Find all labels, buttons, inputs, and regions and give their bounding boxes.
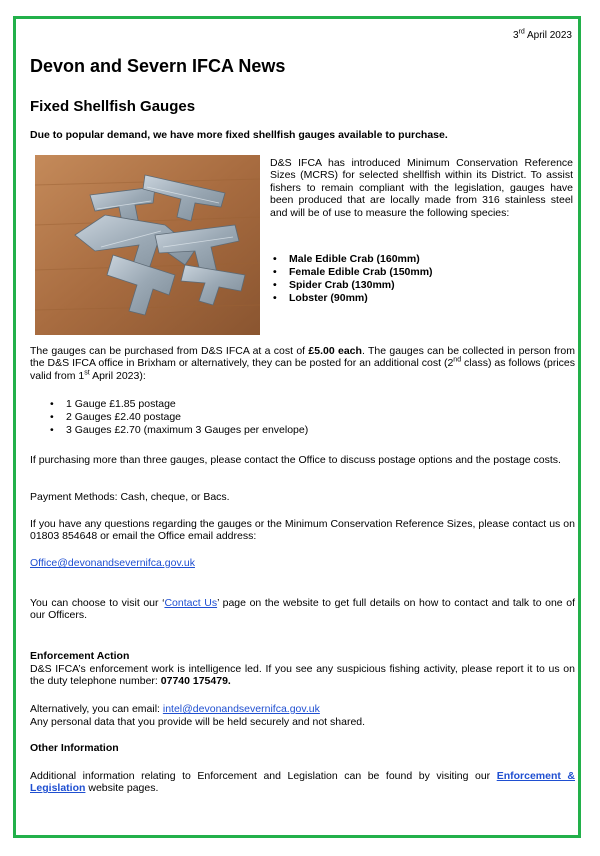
gauges-photo <box>35 155 260 335</box>
enforcement-paragraph: D&S IFCA’s enforcement work is intelligence led. If you see any suspicious fishing activity, please report it to us on the duty telephone number: 07740 175479. <box>30 663 575 688</box>
other-info-heading: Other Information <box>30 742 119 754</box>
article-heading: Fixed Shellfish Gauges <box>30 98 196 115</box>
questions-paragraph: If you have any questions regarding the gauges or the Minimum Conservation Reference Sizes, please contact us on 01803 854648 or email the Office email address: <box>30 518 575 543</box>
newsletter-date: 3rd April 2023 <box>512 28 572 41</box>
list-item: • Lobster (90mm) <box>270 292 570 305</box>
list-item: • Male Edible Crab (160mm) <box>270 253 570 266</box>
other-info-paragraph: Additional information relating to Enforcement and Legislation can be found by visiting our Enforcement & Legislation website pages. <box>30 770 575 795</box>
privacy-note: Any personal data that you provide will be held securely and not shared. <box>30 716 366 728</box>
enforcement-legislation-link[interactable]: Enforcement & Legislation <box>30 770 575 795</box>
contact-us-link[interactable]: Contact Us <box>164 597 218 609</box>
list-item: • 3 Gauges £2.70 (maximum 3 Gauges per envelope) <box>50 424 308 437</box>
list-item: • Female Edible Crab (150mm) <box>270 266 570 279</box>
intro-paragraph: D&S IFCA has introduced Minimum Conservation Reference Sizes (MCRS) for selected shellfish within its District. To assist fishers to remain compliant with the legislation, gauges have been produced that are locally made from 316 stainless steel and will be of use to measure the following species: <box>270 157 573 219</box>
enforcement-email-paragraph: Alternatively, you can email: intel@devonandsevernifca.gov.uk <box>30 703 320 715</box>
office-email-paragraph <box>30 557 575 569</box>
office-email-link[interactable]: Office@devonandsevernifca.gov.uk <box>30 557 195 569</box>
species-list <box>270 253 570 305</box>
payment-methods: Payment Methods: Cash, cheque, or Bacs. <box>30 491 230 503</box>
more-than-three-paragraph: If purchasing more than three gauges, please contact the Office to discuss postage options and the postage costs. <box>30 454 561 466</box>
enforcement-heading: Enforcement Action <box>30 650 130 662</box>
list-item: • Spider Crab (130mm) <box>270 279 570 292</box>
newsletter-title: Devon and Severn IFCA News <box>30 56 286 76</box>
postage-list <box>50 398 308 437</box>
list-item: • 2 Gauges £2.40 postage <box>50 411 308 424</box>
contact-paragraph: You can choose to visit our ‘Contact Us’ page on the website to get full details on how to contact and talk to one of our Officers. <box>30 597 576 622</box>
intel-email-link[interactable]: intel@devonandsevernifca.gov.uk <box>162 703 320 715</box>
cost-paragraph: The gauges can be purchased from D&S IFCA at a cost of £5.00 each. The gauges can be collected in person from the D&S IFCA office in Brixham or alternatively, they can be posted for an additional cost (2nd class) as follows (prices valid from 1st April 2023): <box>30 345 576 382</box>
article-lead: Due to popular demand, we have more fixed shellfish gauges available to purchase. <box>30 129 448 141</box>
list-item: • 1 Gauge £1.85 postage <box>50 398 308 411</box>
